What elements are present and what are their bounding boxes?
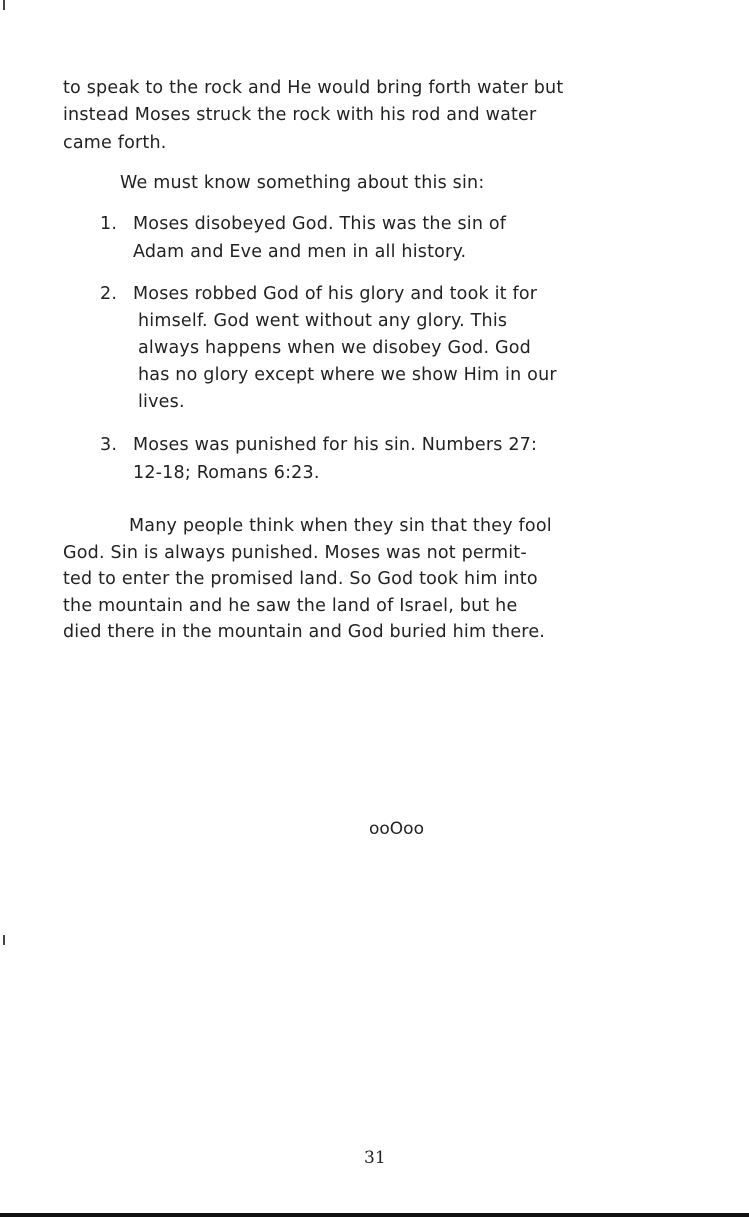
text-line: instead Moses struck the rock with his rod and water xyxy=(63,105,537,125)
section-separator: ooOoo xyxy=(369,819,424,839)
text-line: died there in the mountain and God buried him there. xyxy=(63,622,546,642)
list-line: always happens when we disobey God. God xyxy=(138,338,531,358)
list-number: 2. xyxy=(100,284,118,304)
intro-line: We must know something about this sin: xyxy=(120,173,485,193)
list-number: 1. xyxy=(100,214,118,234)
list-line: Moses was punished for his sin. Numbers 27: xyxy=(133,435,538,455)
page-bottom-edge xyxy=(0,1213,749,1217)
list-line: has no glory except where we show Him in our xyxy=(138,365,557,385)
list-line: himself. God went without any glory. This xyxy=(138,311,508,331)
list-line: lives. xyxy=(138,392,185,412)
scan-mark xyxy=(3,0,5,10)
list-number: 3. xyxy=(100,435,118,455)
list-line: Moses disobeyed God. This was the sin of xyxy=(133,214,507,234)
text-line: the mountain and he saw the land of Israel, but he xyxy=(63,596,518,616)
text-line: to speak to the rock and He would bring forth water but xyxy=(63,78,564,98)
list-line: Moses robbed God of his glory and took it for xyxy=(133,284,538,304)
text-line: God. Sin is always punished. Moses was not permit- xyxy=(63,543,527,563)
list-line: 12-18; Romans 6:23. xyxy=(133,463,320,483)
scan-mark xyxy=(3,935,5,945)
text-line: came forth. xyxy=(63,133,167,153)
text-line: ted to enter the promised land. So God took him into xyxy=(63,569,538,589)
text-line: Many people think when they sin that they fool xyxy=(129,516,552,536)
list-line: Adam and Eve and men in all history. xyxy=(133,242,467,262)
page-number: 31 xyxy=(364,1148,386,1168)
